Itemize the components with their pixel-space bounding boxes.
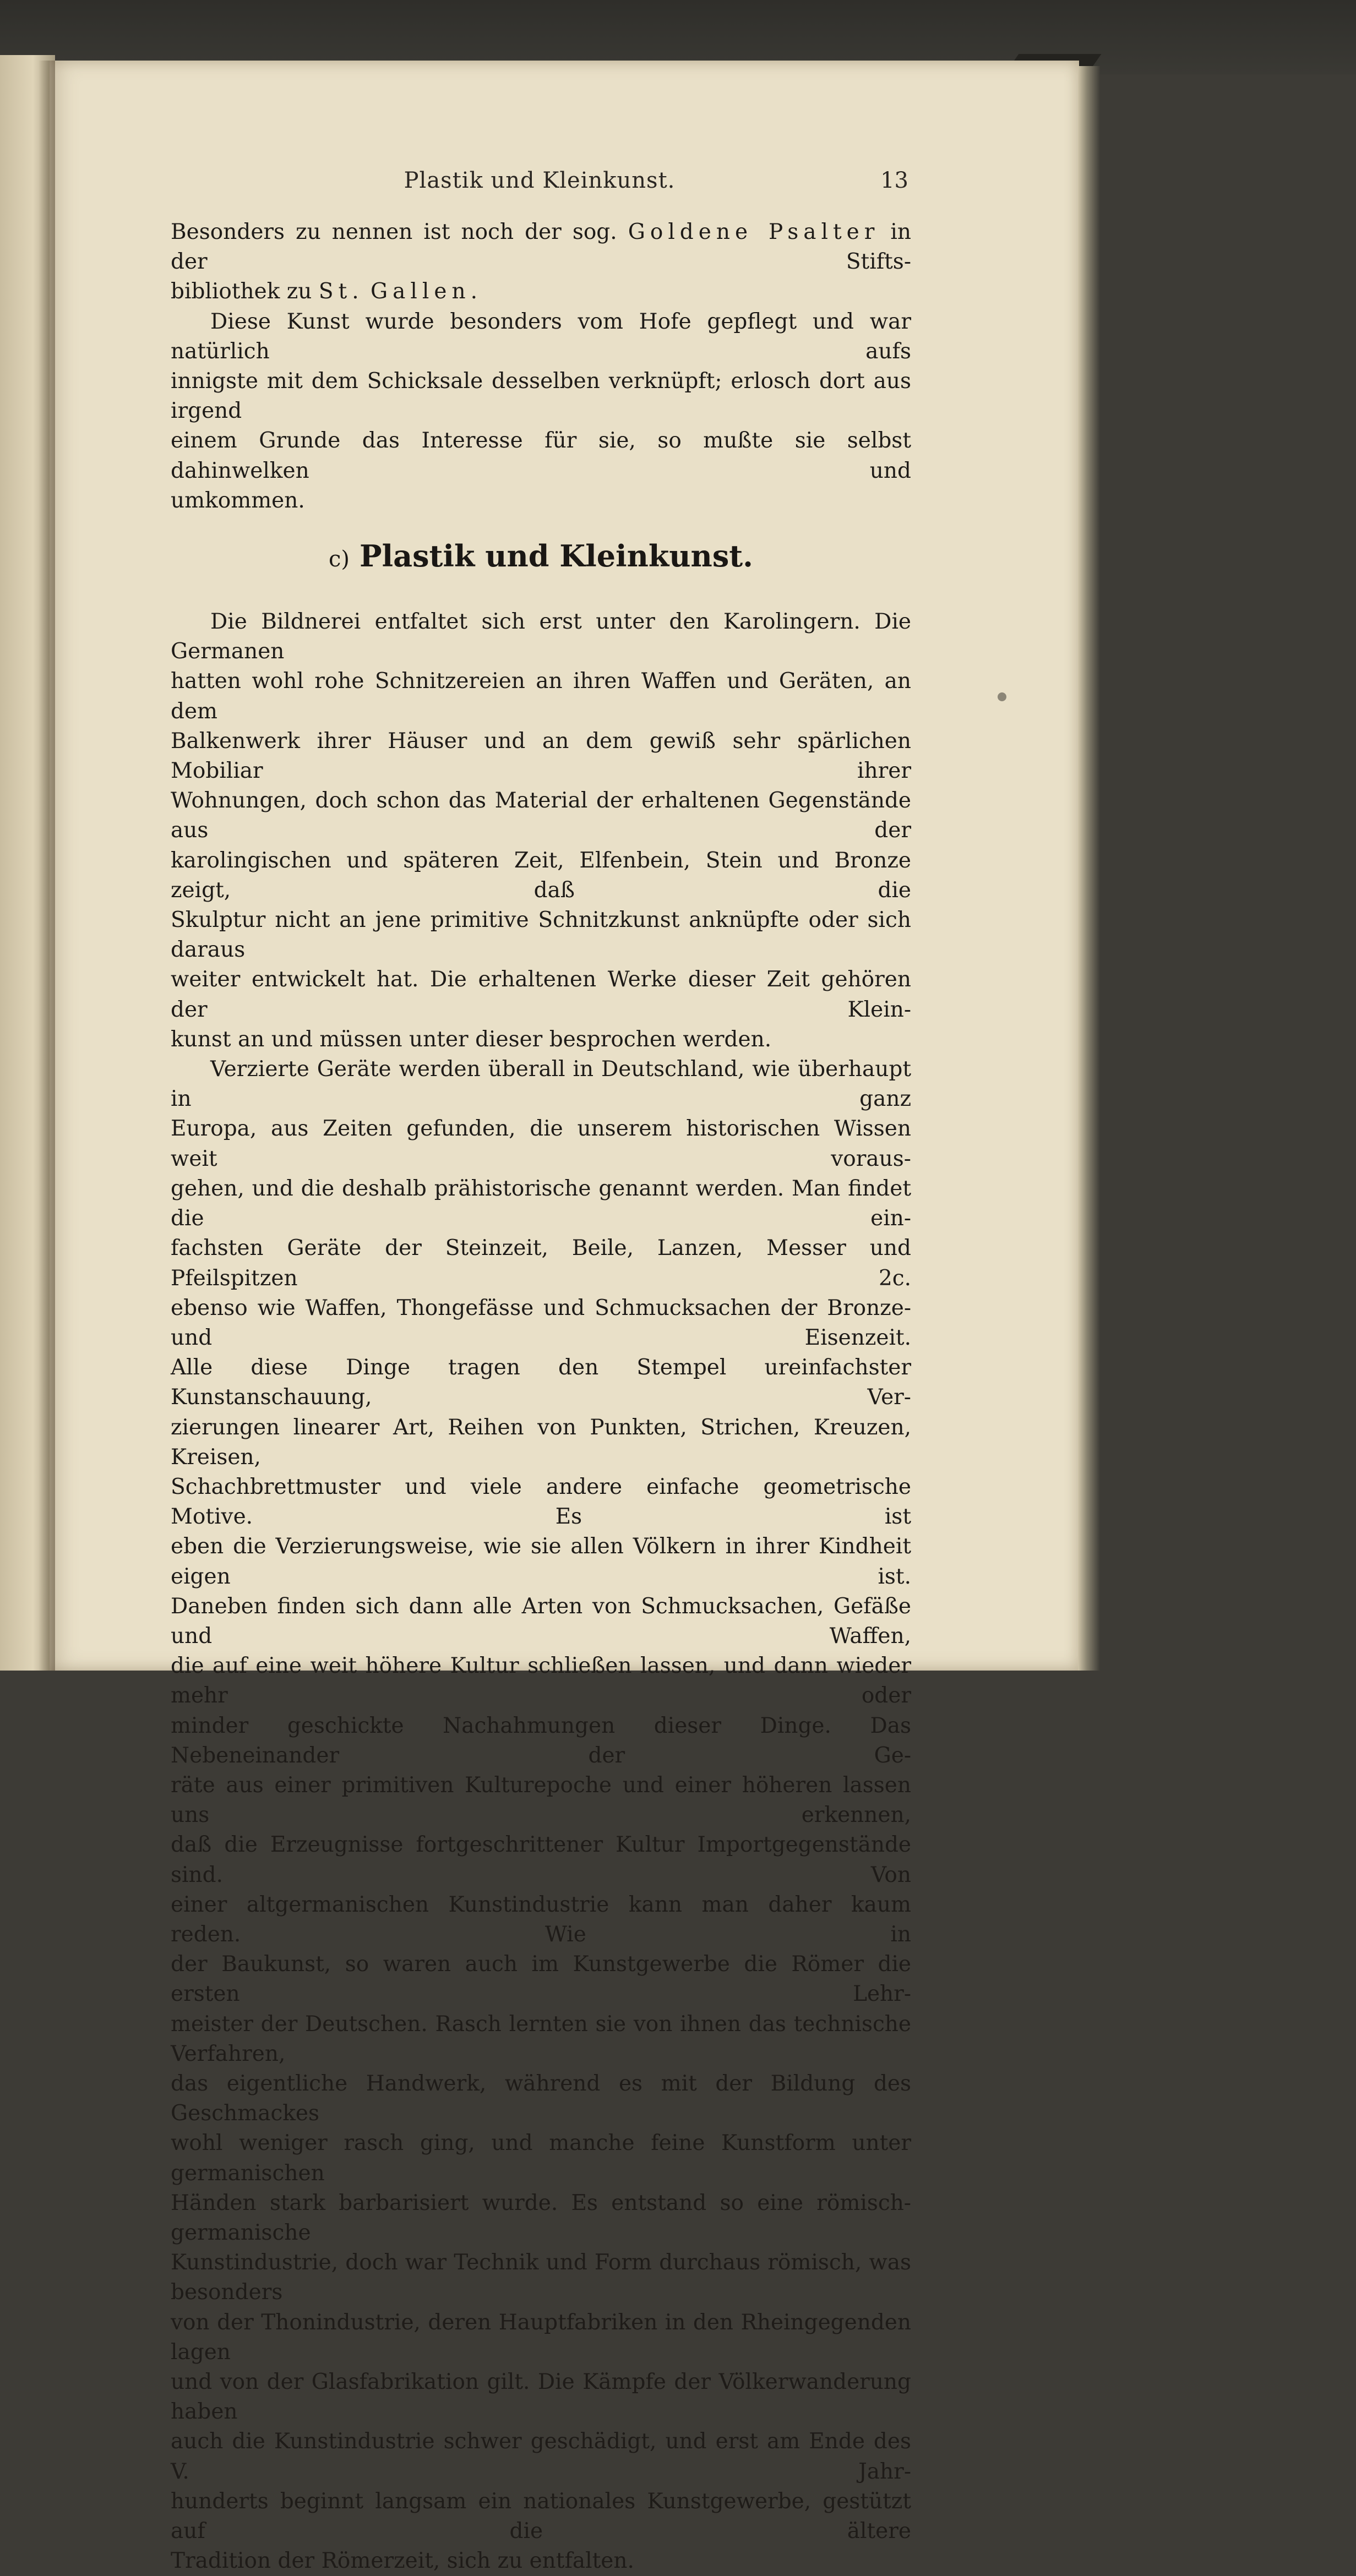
text-line: umkommen. [171,488,305,513]
page-body [171,217,911,2576]
text-line: wohl weniger rasch ging, und manche feine Kunstform unter germanischen [171,2131,911,2186]
emphasized-place: St. [318,279,364,304]
text-line: einer altgermanischen Kunstindustrie kann man daher kaum reden. Wie in [171,1892,911,1947]
text-line: räte aus einer primitiven Kulturepoche und einer höheren lassen uns erkennen, [171,1772,911,1828]
text-line: Verzierte Geräte werden überall in Deutschland, wie überhaupt in ganz [171,1057,911,1112]
text-line: innigste mit dem Schicksale desselben verknüpft; erlosch dort aus irgend [171,369,911,424]
text-line: Skulptur nicht an jene primitive Schnitzkunst anknüpfte oder sich daraus [171,908,911,963]
text-line: zierungen linearer Art, Reihen von Punkten, Strichen, Kreuzen, Kreisen, [171,1415,911,1470]
text-line: daß die Erzeugnisse fortgeschrittener Kultur Importgegenstände sind. Von [171,1832,911,1887]
page-gutter-shadow [39,61,55,1671]
text-line: fachsten Geräte der Steinzeit, Beile, Lanzen, Messer und Pfeilspitzen 2c. [171,1236,911,1291]
text-span: bibliothek zu [171,279,312,304]
emphasized-place: Gallen. [371,279,482,304]
text-line: Die Bildnerei entfaltet sich erst unter den Karolingern. Die Germanen [171,609,911,664]
text-line: das eigentliche Handwerk, während es mit der Bildung des Geschmackes [171,2071,911,2126]
text-span: Besonders zu nennen ist noch der sog. [171,220,617,244]
text-line: karolingischen und späteren Zeit, Elfenbein, Stein und Bronze zeigt, daß die [171,848,911,903]
section-heading [171,537,911,578]
section-marker: c) [329,547,350,572]
section-title: Plastik und Kleinkunst. [360,538,753,574]
text-line: hatten wohl rohe Schnitzereien an ihren Waffen und Geräten, an dem [171,669,911,724]
text-line: kunst an und müssen unter dieser besprochen werden. [171,1027,772,1052]
text-line: Europa, aus Zeiten gefunden, die unserem historischen Wissen weit voraus- [171,1116,911,1171]
text-line: Wohnungen, doch schon das Material der erhaltenen Gegenstände aus der [171,788,911,843]
page-fore-edge [1078,66,1100,1671]
text-line: minder geschickte Nachahmungen dieser Dinge. Das Nebeneinander der Ge- [171,1713,911,1768]
text-line: auch die Kunstindustrie schwer geschädigt, und erst am Ende des V. Jahr- [171,2429,911,2484]
running-head [171,168,908,195]
intro-paragraph-1 [171,217,911,307]
page-number: 13 [880,168,908,193]
intro-paragraph-2 [171,307,911,516]
text-line [171,217,911,277]
text-line: Daneben finden sich dann alle Arten von Schmucksachen, Gefäße und Waffen, [171,1593,911,1649]
text-span: in der Stifts- [171,220,911,275]
text-line: Alle diese Dinge tragen den Stempel ureinfachster Kunstanschauung, Ver- [171,1355,911,1410]
text-line: von der Thonindustrie, deren Hauptfabriken in den Rheingegenden lagen [171,2310,911,2365]
text-line: die auf eine weit höhere Kultur schließen lassen, und dann wieder mehr oder [171,1653,911,1709]
body-paragraph-1 [171,607,911,1055]
text-line: und von der Glasfabrikation gilt. Die Kämpfe der Völkerwanderung haben [171,2370,911,2425]
text-line: Balkenwerk ihrer Häuser und an dem gewiß sehr spärlichen Mobiliar ihrer [171,728,911,784]
text-line: eben die Verzierungsweise, wie sie allen Völkern in ihrer Kindheit eigen ist. [171,1534,911,1589]
text-line: ebenso wie Waffen, Thongefässe und Schmucksachen der Bronze- und Eisenzeit. [171,1295,911,1350]
text-line: Diese Kunst wurde besonders vom Hofe gepflegt und war natürlich aufs [171,309,911,364]
text-line: meister der Deutschen. Rasch lernten sie von ihnen das technische Verfahren, [171,2011,911,2066]
emphasized-title: Goldene Psalter [628,220,880,244]
paper-spot [998,692,1006,701]
text-line: Schachbrettmuster und viele andere einfache geometrische Motive. Es ist [171,1474,911,1530]
text-line: weiter entwickelt hat. Die erhaltenen Werke dieser Zeit gehören der Klein- [171,967,911,1022]
text-line: einem Grunde das Interesse für sie, so mußte sie selbst dahinwelken und [171,428,911,483]
text-line [171,277,911,307]
text-line: gehen, und die deshalb prähistorische genannt werden. Man findet die ein- [171,1176,911,1231]
running-head-title: Plastik und Kleinkunst. [404,168,676,193]
text-line: hunderts beginnt langsam ein nationales Kunstgewerbe, gestützt auf die ältere [171,2488,911,2544]
text-line: Händen stark barbarisiert wurde. Es entstand so eine römisch-germanische [171,2190,911,2245]
body-paragraph-2 [171,1055,911,2576]
text-line: der Baukunst, so waren auch im Kunstgewerbe die Römer die ersten Lehr- [171,1952,911,2007]
text-line: Tradition der Römerzeit, sich zu entfalten. [171,2548,634,2574]
text-line: Kunstindustrie, doch war Technik und Form durchaus römisch, was besonders [171,2250,911,2305]
